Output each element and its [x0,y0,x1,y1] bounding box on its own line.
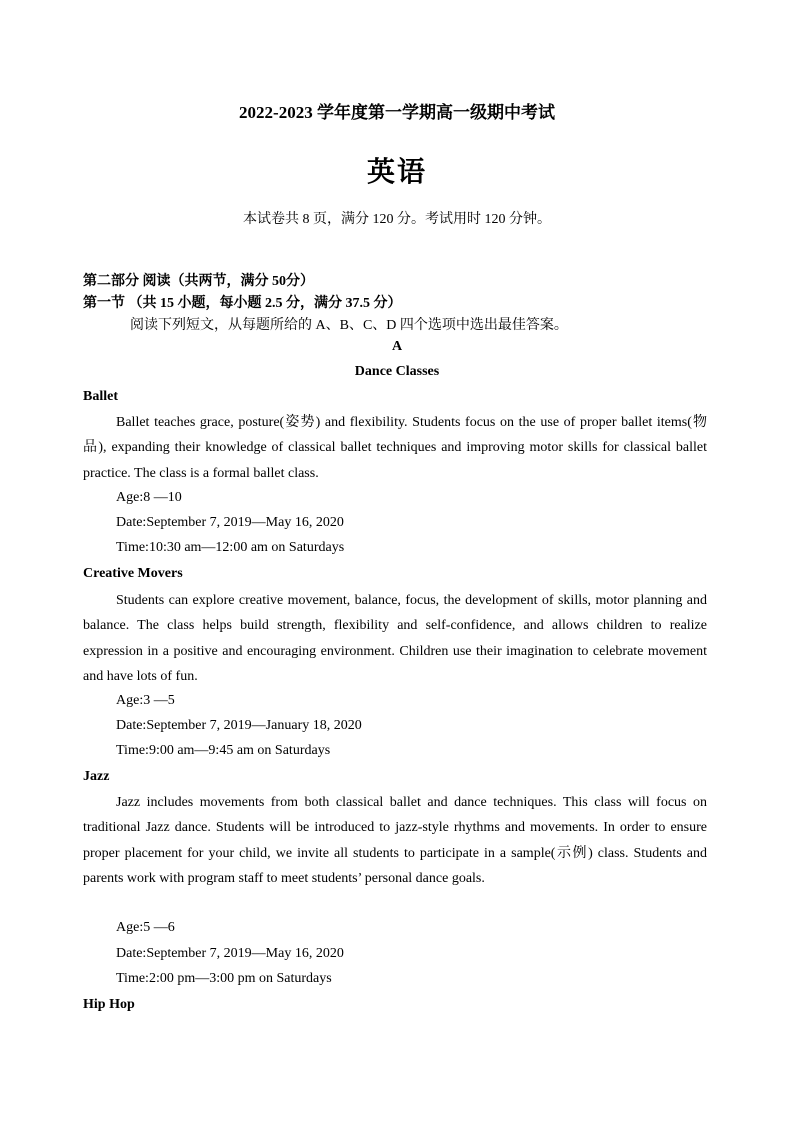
reading-instruction: 阅读下列短文，从每题所给的 A、B、C、D 四个选项中选出最佳答案。 [130,318,568,333]
class-time-jazz: Time:2:00 pm—3:00 pm on Saturdays [116,971,332,986]
class-description-jazz: Jazz includes movements from both classical ballet and dance techniques. This class will focus on traditional Jazz dance. Students will be introduced to jazz-style rhythms and movements. In order to ensure proper placement for your child, we invite all students to participate in a sample(示例) class. Students and parents work with program staff to meet students’ personal dance goals. [83,795,707,886]
class-time-ballet: Time:10:30 am—12:00 am on Saturdays [116,540,345,555]
exam-title: 2022-2023 学年度第一学期高一级期中考试 [239,103,555,122]
class-date-jazz: Date:September 7, 2019—May 16, 2020 [116,946,344,961]
class-age-jazz: Age:5 —6 [116,920,175,935]
part-heading: 第二部分 阅读（共两节，满分 50分） [83,274,314,289]
class-age-creative-movers: Age:3 —5 [116,693,175,708]
class-heading-ballet: Ballet [83,389,118,404]
class-description-ballet: Ballet teaches grace, posture(姿势) and flexibility. Students focus on the use of proper ballet items(物品), expanding their knowledge of classical ballet techniques and improving motor skills for classical ballet practice. The class is a formal ballet class. [83,415,707,481]
class-description-creative-movers: Students can explore creative movement, balance, focus, the development of skills, motor planning and balance. The class helps build strength, flexibility and self-confidence, and allows children to realize expression in a positive and encouraging environment. Children use their imagination to celebrate movement and have lots of fun. [83,593,707,684]
exam-intro: 本试卷共 8 页，满分 120 分。考试用时 120 分钟。 [243,212,551,227]
passage-label: A [391,339,403,354]
passage-title: Dance Classes [354,364,440,379]
class-age-ballet: Age:8 —10 [116,490,182,505]
subject-title: 英语 [366,157,427,188]
class-heading-creative-movers: Creative Movers [83,566,183,581]
class-date-ballet: Date:September 7, 2019—May 16, 2020 [116,515,344,530]
class-time-creative-movers: Time:9:00 am—9:45 am on Saturdays [116,743,331,758]
subsection-heading: 第一节 （共 15 小题，每小题 2.5 分，满分 37.5 分） [83,296,402,311]
class-heading-jazz: Jazz [83,769,110,784]
class-heading-hip-hop: Hip Hop [83,997,135,1012]
class-date-creative-movers: Date:September 7, 2019—January 18, 2020 [116,718,362,733]
